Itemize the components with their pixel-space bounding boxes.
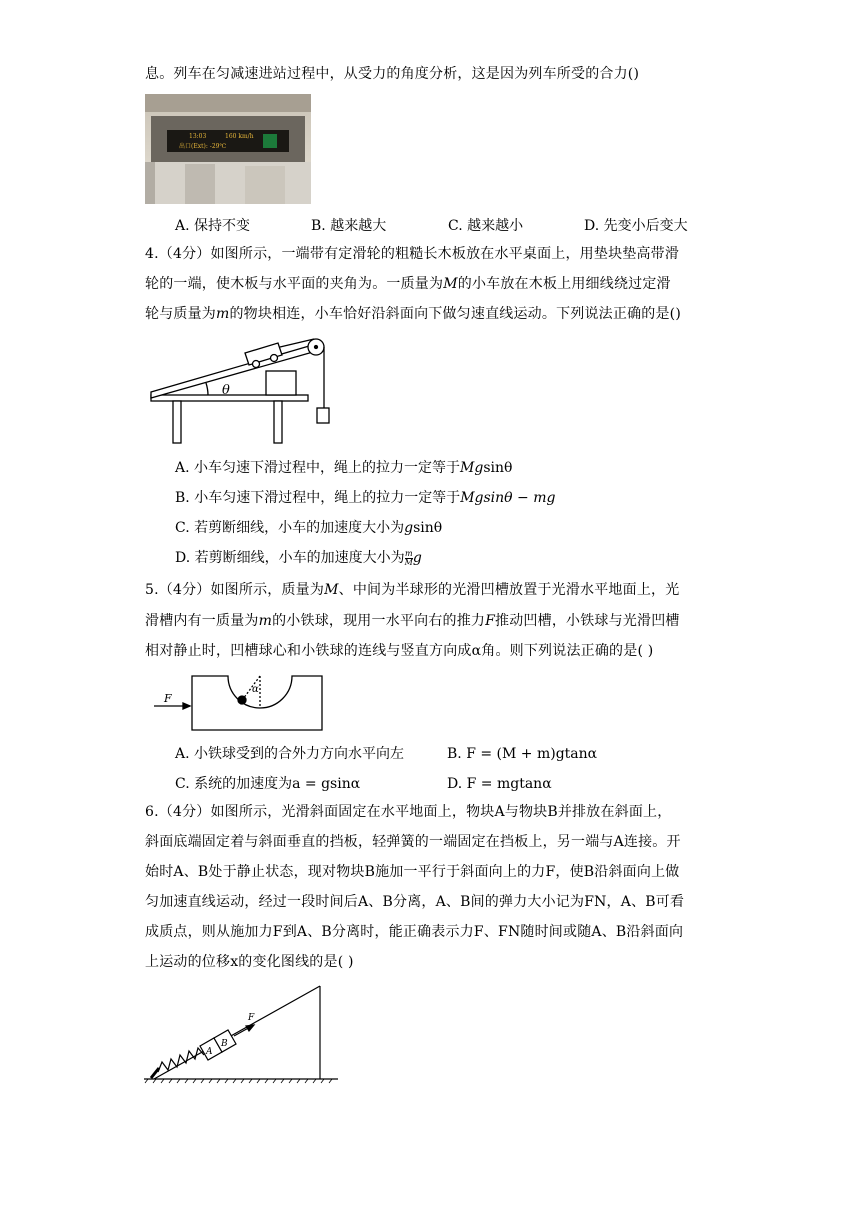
q3-train-display-photo <box>145 94 311 204</box>
fraction-m-over-M: $\frac{m}{M}$ <box>404 548 413 567</box>
q4-stem-line-1: 4.（4分）如图所示，一端带有定滑轮的粗糙长木板放在水平桌面上，用垫块垫高带滑 <box>145 246 680 262</box>
q6-stem-line-1: 6.（4分）如图所示，光滑斜面固定在水平地面上，物块A与物块B并排放在斜面上， <box>145 804 672 820</box>
q5-stem-line-1: 5.（4分）如图所示，质量为M、中间为半球形的光滑凹槽放置于光滑水平地面上，光 <box>145 582 680 598</box>
q5-groove-figure <box>150 672 330 734</box>
q5-option-c[interactable]: C. 系统的加速度为a = gsinα <box>175 776 361 792</box>
q6-stem-line-3: 始时A、B处于静止状态，现对物块B施加一平行于斜面向上的力F，使B沿斜面向上做 <box>145 864 680 880</box>
q3-option-b[interactable]: B. 越来越大 <box>311 218 387 234</box>
display-speed: 160 km/h <box>225 133 254 140</box>
fig-alpha-label: α <box>252 684 259 695</box>
q6-stem-line-5: 成质点，则从施加力F到A、B分离时，能正确表示力F、FN随时间或随A、B沿斜面向 <box>145 924 684 940</box>
fig-f-label: F <box>164 692 172 705</box>
q5-option-d[interactable]: D. F = mgtanα <box>447 776 552 792</box>
q5-stem-line-2: 滑槽内有一质量为m的小铁球，现用一水平向右的推力F推动凹槽，小铁球与光滑凹槽 <box>145 613 680 629</box>
q3-stem-line: 息。列车在匀减速进站过程中，从受力的角度分析，这是因为列车所受的合力() <box>145 66 640 82</box>
q6-stem-line-2: 斜面底端固定着与斜面垂直的挡板，轻弹簧的一端固定在挡板上，另一端与A连接。开 <box>145 834 681 850</box>
fig-block-b-label: B <box>221 1039 228 1049</box>
q6-stem-line-4: 匀加速直线运动，经过一段时间后A、B分离，A、B间的弹力大小记为FN，A、B可看 <box>145 894 685 910</box>
display-row2: 出口(Ext): -29℃ <box>179 143 227 150</box>
q5-option-b[interactable]: B. F = (M + m)gtanα <box>447 746 598 762</box>
q5-option-a[interactable]: A. 小铁球受到的合外力方向水平向左 <box>175 746 405 762</box>
q6-incline-spring-figure <box>142 982 342 1086</box>
q4-option-b[interactable]: B. 小车匀速下滑过程中，绳上的拉力一定等于Mgsinθ − mg <box>175 490 556 506</box>
q3-option-c[interactable]: C. 越来越小 <box>448 218 524 234</box>
theta-label: θ <box>222 383 230 398</box>
q4-option-d[interactable]: D. 若剪断细线，小车的加速度大小为 $\frac{m}{M}$ g <box>175 548 422 567</box>
q4-incline-pulley-figure <box>148 334 338 446</box>
q3-option-a[interactable]: A. 保持不变 <box>175 218 251 234</box>
q4-option-a[interactable]: A. 小车匀速下滑过程中，绳上的拉力一定等于Mgsinθ <box>175 460 513 476</box>
q5-stem-line-3: 相对静止时，凹槽球心和小铁球的连线与竖直方向成α角。则下列说法正确的是( ) <box>145 643 654 659</box>
q4-stem-line-2: 轮的一端，使木板与水平面的夹角为。一质量为M的小车放在木板上用细线绕过定滑 <box>145 276 671 292</box>
q4-option-c[interactable]: C. 若剪断细线，小车的加速度大小为gsinθ <box>175 520 443 536</box>
q6-stem-line-6: 上运动的位移x的变化图线的是( ) <box>145 954 354 970</box>
fig-force-label: F <box>248 1013 255 1023</box>
display-time: 13:03 <box>189 133 207 140</box>
fig-block-a-label: A <box>206 1047 213 1057</box>
q3-option-d[interactable]: D. 先变小后变大 <box>584 218 688 234</box>
q4-stem-line-3: 轮与质量为m的物块相连，小车恰好沿斜面向下做匀速直线运动。下列说法正确的是() <box>145 306 682 322</box>
